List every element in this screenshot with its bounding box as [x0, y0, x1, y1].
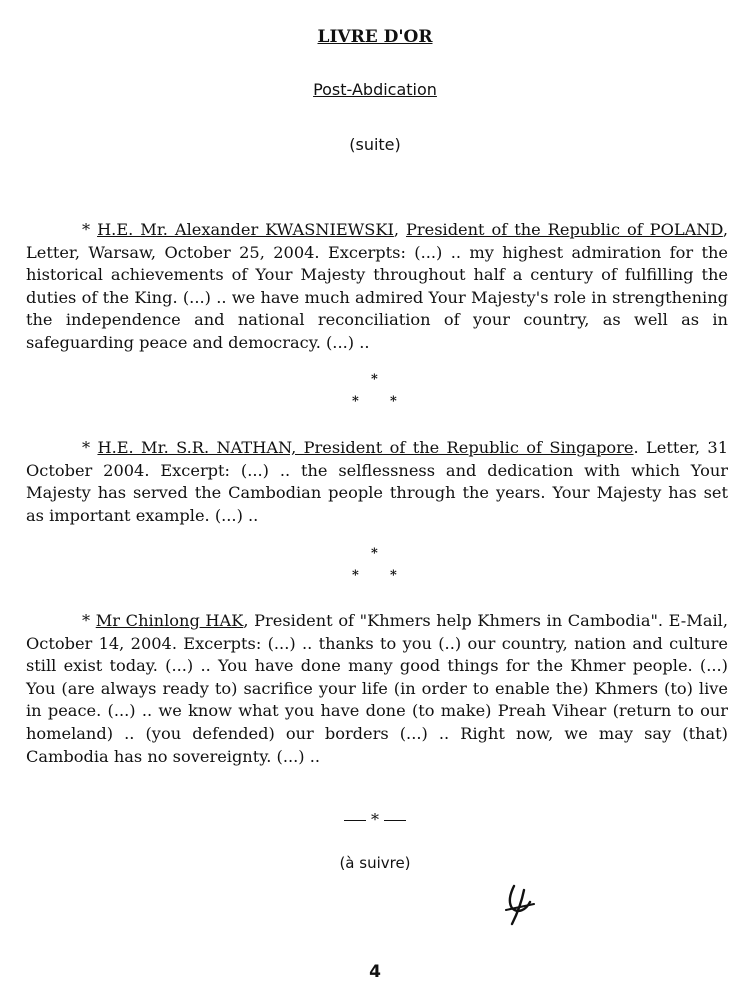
separator-star: * [371, 546, 378, 561]
entry-nathan [26, 437, 728, 527]
divider-line [384, 820, 406, 821]
separator-star: * [352, 568, 359, 583]
entry-comma: , [393, 220, 406, 239]
entry-text: . Letter, 31 October 2004. Excerpt: (...) .. the selflessness and dedication with which Your Majesty has served the Cambodian people through the years. Your Majesty has set as important example. (...) .. [26, 438, 728, 525]
entry-bullet: * [82, 611, 91, 630]
entry-title: President of the Republic of POLAND [406, 220, 723, 239]
page-title: LIVRE D'OR [317, 27, 433, 47]
page-subtitle: Post-Abdication [313, 80, 437, 99]
divider-star: * [371, 810, 379, 829]
section-separator [352, 546, 400, 583]
entry-name: Mr Chinlong HAK [95, 611, 244, 630]
entry-bullet: * [82, 220, 91, 239]
divider-line [344, 820, 366, 821]
closing-divider [0, 810, 750, 829]
separator-star: * [390, 568, 397, 583]
separator-star: * [352, 394, 359, 409]
handwritten-initial-signature [500, 882, 540, 930]
suite-label: (suite) [349, 135, 401, 154]
separator-star: * [371, 372, 378, 387]
page-number: 4 [369, 962, 381, 982]
entry-bullet: * [82, 438, 91, 457]
entry-text: , President of "Khmers help Khmers in Cambodia". E-Mail, October 14, 2004. Excerpts: (...) .. thanks to you (..) our country, nation and culture still exist today. (...) .. You have done many good things for the Khmer people. (...) You (are always ready to) sacrifice your life (in order to enable the) Khmers (to) live in peace. (...) .. we know what you have done (to make) Preah Vihear (return to our homeland) .. (you defended) our borders (...) .. Right now, we may say (that) Cambodia has no sovereignty. (...) .. [26, 611, 728, 766]
entry-hak [26, 610, 728, 768]
section-separator [352, 372, 400, 409]
entry-text: , Letter, Warsaw, October 25, 2004. Excerpts: (...) .. my highest admiration for the historical achievements of Your Majesty throughout half a century of fulfilling the duties of the King. (...) .. we have much admired Your Majesty's role in strengthening the independence and national reconciliation of your country, as well as in safeguarding peace and democracy. (...) .. [26, 220, 728, 352]
separator-star: * [390, 394, 397, 409]
a-suivre-label: (à suivre) [339, 854, 411, 872]
entry-kwasniewski [26, 219, 728, 355]
entry-name-title: H.E. Mr. S.R. NATHAN, President of the Republic of Singapore [97, 438, 634, 457]
entry-name: H.E. Mr. Alexander KWASNIEWSKI [97, 220, 394, 239]
